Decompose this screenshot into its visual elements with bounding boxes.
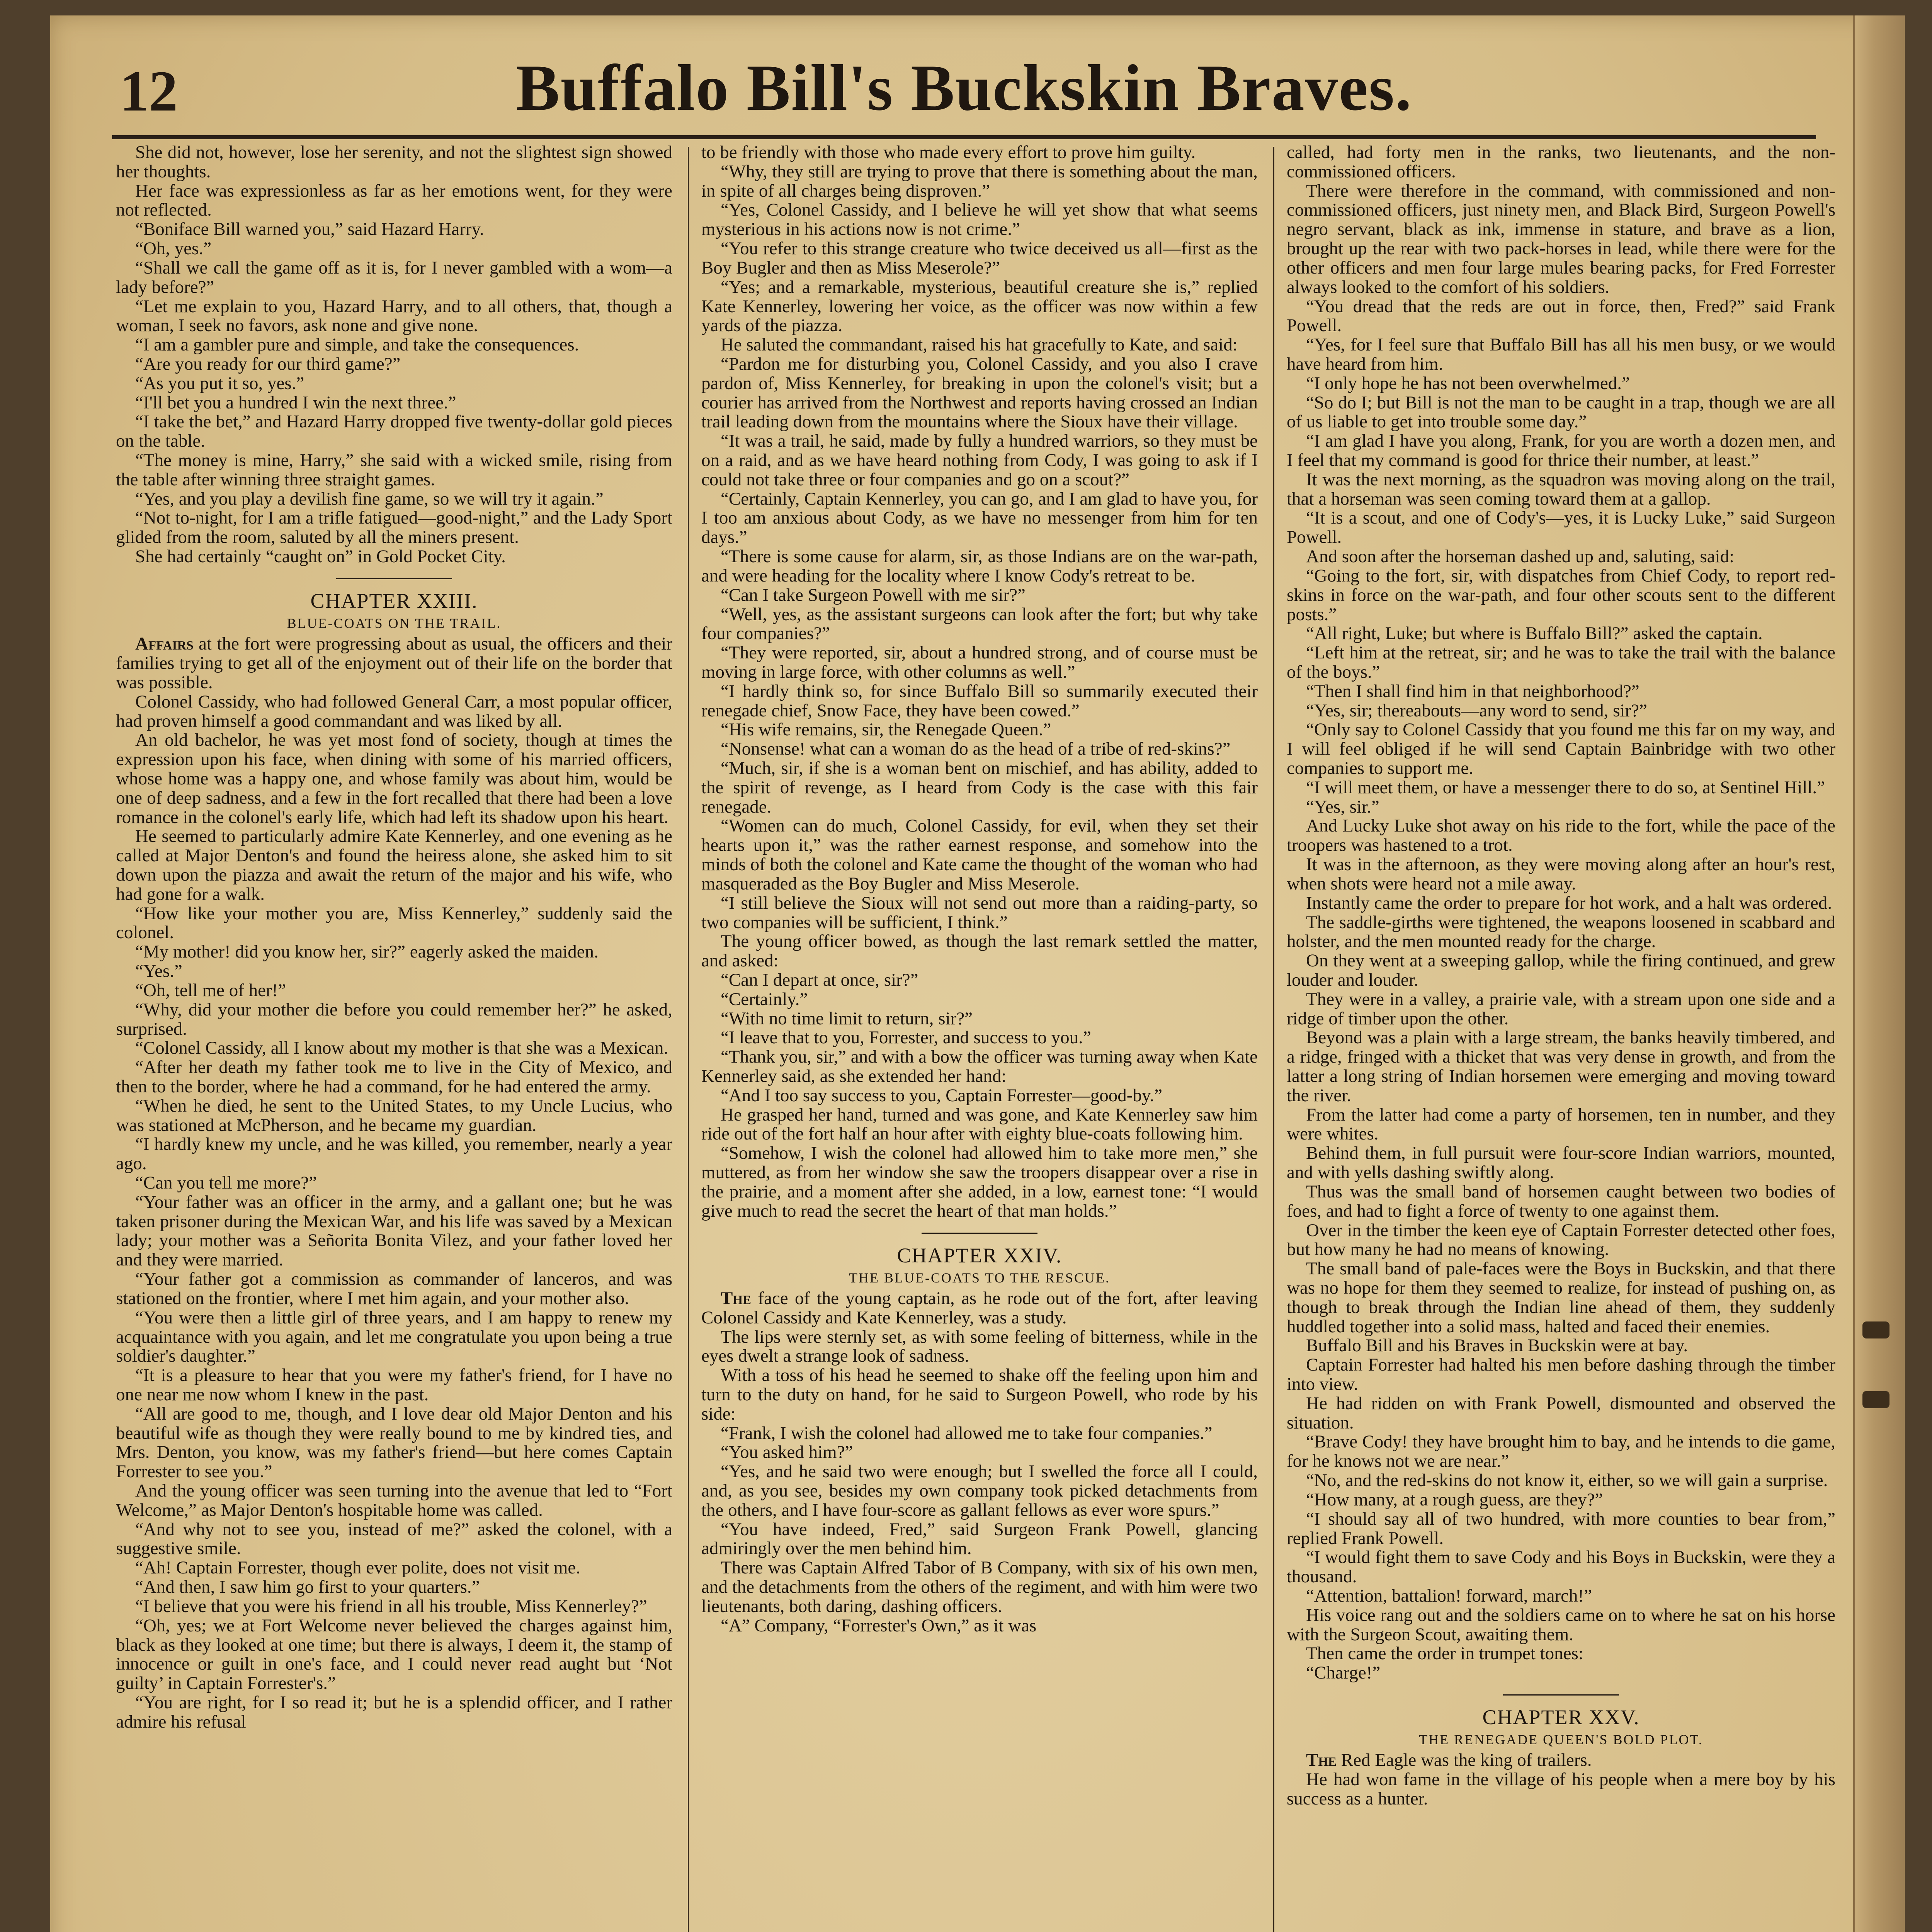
paragraph — [116, 731, 672, 827]
paragraph-text: The lips were sternly set, as with some feeling of bitterness, while in the eyes dwelt a strange look of sadness. — [701, 1327, 1258, 1366]
paragraph — [1287, 720, 1835, 778]
paragraph-text: He seemed to particularly admire Kate Kennerley, and one evening as he called at Major Denton's and found the heiress alone, she asked him to sit down upon the piazza and await the return of the major and his wife, who had gone for a walk. — [116, 826, 672, 904]
paragraph — [116, 1058, 672, 1097]
paragraph — [1287, 335, 1835, 374]
staple — [1862, 1391, 1889, 1408]
page-header — [112, 43, 1816, 139]
paragraph — [1287, 855, 1835, 894]
paragraph — [1287, 778, 1835, 798]
paragraph-lead-word: The — [721, 1288, 752, 1308]
paragraph-text: It was in the afternoon, as they were moving along after an hour's rest, when shots were heard not a mile away. — [1287, 854, 1835, 894]
paragraph — [701, 971, 1258, 990]
paragraph-text: “Colonel Cassidy, all I know about my mother is that she was a Mexican. — [135, 1038, 668, 1058]
paragraph-text: “Oh, tell me of her!” — [135, 980, 286, 1000]
paragraph — [1287, 1028, 1835, 1105]
paragraph — [1287, 1490, 1835, 1510]
paragraph — [701, 162, 1258, 201]
paragraph — [116, 355, 672, 374]
paragraph-text: Captain Forrester had halted his men before dashing through the timber into view. — [1287, 1355, 1835, 1394]
paragraph — [116, 374, 672, 393]
chapter-heading — [116, 578, 672, 631]
paragraph-text: “I will meet them, or have a messenger there to do so, at Sentinel Hill.” — [1306, 777, 1825, 798]
paragraph-text: He had won fame in the village of his people when a mere boy by his success as a hunter. — [1287, 1769, 1835, 1809]
paragraph — [116, 1193, 672, 1270]
paragraph — [116, 220, 672, 239]
paragraph-text: “You dread that the reds are out in force, then, Fred?” said Frank Powell. — [1287, 296, 1835, 336]
paragraph-text: The small band of pale-faces were the Boys in Buckskin, and that there was no hope for them they seemed to realize, for instead of pushing on, as though to break through the Indian line ahead of them, they suddenly huddled together into a solid mass, halted and faced their enemies. — [1287, 1259, 1835, 1337]
paragraph-text: “Yes, and you play a devilish fine game, so we will try it again.” — [135, 488, 604, 509]
paragraph — [116, 412, 672, 451]
paragraph-text: His voice rang out and the soldiers came on to where he sat on his horse with the Surgeon Scout, awaiting them. — [1287, 1605, 1835, 1645]
paragraph — [1287, 374, 1835, 393]
chapter-subtitle: BLUE-COATS ON THE TRAIL. — [287, 616, 502, 631]
paragraph-text: “Can you tell me more?” — [135, 1173, 317, 1193]
chapter-title: CHAPTER XXIII. — [310, 589, 478, 612]
paragraph — [116, 942, 672, 962]
chapter-subtitle: THE BLUE-COATS TO THE RESCUE. — [849, 1270, 1111, 1286]
paragraph — [116, 1173, 672, 1193]
column-rule — [1273, 147, 1274, 1932]
paragraph — [116, 1481, 672, 1520]
paragraph-text: “Yes, and he said two were enough; but I swelled the force all I could, and, as you see, besides my own company took picked detachments from the others, and I have four-score as gallant fellows as ever wore spurs.” — [701, 1461, 1258, 1520]
paragraph — [116, 297, 672, 336]
column-rule — [688, 147, 689, 1932]
paragraph-text: “All are good to me, though, and I love dear old Major Denton and his beautiful wife as though they were really bound to me by kindred ties, and Mrs. Denton, you know, was my father's friend—but here comes Captain Forrester to see you.” — [116, 1403, 672, 1482]
paragraph-text: “Can I take Surgeon Powell with me sir?” — [721, 585, 1026, 605]
paragraph-text: “Pardon me for disturbing you, Colonel Cassidy, and you also I crave pardon of, Miss Kennerley, for breaking in upon the colonel's visit; but a courier has arrived from the Northwest and reports having crossed an Indian trail leading down from the mountains where the Sioux have their village. — [701, 354, 1258, 432]
paragraph-text: “And I too say success to you, Captain Forrester—good-by.” — [721, 1085, 1162, 1105]
paragraph-text: “Let me explain to you, Hazard Harry, and to all others, that, though a woman, I seek no favors, ask none and give none. — [116, 296, 672, 336]
paragraph — [116, 1000, 672, 1039]
chapter-title: CHAPTER XXIV. — [897, 1243, 1062, 1267]
paragraph-text: “When he died, he sent to the United States, to my Uncle Lucius, who was stationed at McPherson, and he became my guardian. — [116, 1095, 672, 1135]
paragraph-text: They were in a valley, a prairie vale, with a stream upon one side and a ridge of timber upon the other. — [1287, 989, 1835, 1029]
paragraph — [1287, 143, 1835, 182]
paragraph — [1287, 1182, 1835, 1221]
paragraph — [1287, 182, 1835, 297]
paragraph — [116, 1270, 672, 1308]
paragraph — [116, 1558, 672, 1578]
paragraph-text: Her face was expressionless as far as her emotions went, for they were not reflected. — [116, 180, 672, 220]
chapter-heading — [701, 1233, 1258, 1285]
paragraph — [701, 932, 1258, 971]
paragraph-text: “Attention, battalion! forward, march!” — [1306, 1585, 1592, 1606]
paragraph-text: to be friendly with those who made every effort to prove him guilty. — [701, 143, 1196, 162]
paragraph — [701, 1086, 1258, 1105]
page-number: 12 — [120, 59, 178, 123]
paragraph — [1287, 1644, 1835, 1663]
paragraph — [116, 259, 672, 297]
paragraph — [701, 1443, 1258, 1462]
paragraph — [1287, 1259, 1835, 1336]
paragraph — [116, 634, 672, 692]
paragraph-text: “Nonsense! what can a woman do as the head of a tribe of red-skins?” — [721, 739, 1231, 759]
paragraph — [116, 904, 672, 943]
chapter-title: CHAPTER XXV. — [1482, 1706, 1640, 1729]
paragraph-text: There were therefore in the command, with commissioned and non-commissioned officers, just ninety men, and Black Bird, Surgeon Powell's negro servant, black as ink, immense in stature, and brave as a lion, brought up the rear with two pack-horses in lead, while there were for the other officers and men four large mules bearing packs, for Fred Forrester always looked to the comfort of his soldiers. — [1287, 180, 1835, 297]
magazine-page — [50, 15, 1905, 1932]
paragraph-text: “It is a scout, and one of Cody's—yes, it is Lucky Luke,” said Surgeon Powell. — [1287, 508, 1835, 548]
paragraph-text: “So do I; but Bill is not the man to be caught in a trap, though we are all of us liable to get into trouble some day.” — [1287, 392, 1835, 432]
paragraph-text: Then came the order in trumpet tones: — [1306, 1643, 1583, 1664]
paragraph-text: “Boniface Bill warned you,” said Hazard Harry. — [135, 219, 484, 240]
paragraph-text: From the latter had come a party of horsemen, ten in number, and they were whites. — [1287, 1104, 1835, 1144]
paragraph-text: “Thank you, sir,” and with a bow the officer was turning away when Kate Kennerley said, as she extended her hand: — [701, 1047, 1258, 1086]
paragraph — [1287, 547, 1835, 566]
paragraph-text: “Are you ready for our third game?” — [135, 354, 401, 374]
paragraph-text: “Going to the fort, sir, with dispatches from Chief Cody, to report red-skins in force on the war-path, and four other scouts sent to the different posts.” — [1287, 565, 1835, 624]
paragraph — [701, 239, 1258, 278]
paragraph — [1287, 470, 1835, 509]
paragraph — [701, 894, 1258, 932]
paragraph-text: “Not to-night, for I am a trifle fatigued—good-night,” and the Lady Sport glided from the room, saluted by all the miners present. — [116, 508, 672, 548]
paragraph — [1287, 1144, 1835, 1182]
paragraph-text: “Certainly.” — [721, 989, 808, 1009]
paragraph — [701, 682, 1258, 721]
paragraph-text: “They were reported, sir, about a hundred strong, and of course must be moving in large force, with other columns as well.” — [701, 643, 1258, 682]
paragraph — [1287, 432, 1835, 470]
paragraph-text: She did not, however, lose her serenity, and not the slightest sign showed her thoughts. — [116, 143, 672, 182]
paragraph — [116, 1405, 672, 1481]
paragraph — [116, 335, 672, 355]
paragraph — [1287, 798, 1835, 817]
paragraph — [701, 1366, 1258, 1423]
paragraph-text: “Left him at the retreat, sir; and he was to take the trail with the balance of the boys.” — [1287, 643, 1835, 682]
paragraph-text: There was Captain Alfred Tabor of B Company, with six of his own men, and the detachments from the others of the regiment, and with him were two lieutenants, both daring, dashing officers. — [701, 1558, 1258, 1616]
paragraph-text: “Brave Cody! they have brought him to bay, and he intends to die game, for he knows not we are near.” — [1287, 1432, 1835, 1471]
paragraph — [1287, 1663, 1835, 1683]
paragraph — [116, 451, 672, 490]
paragraph-text: “Why, did your mother die before you could remember her?” he asked, surprised. — [116, 999, 672, 1039]
paragraph — [1287, 1587, 1835, 1606]
paragraph — [701, 335, 1258, 355]
paragraph — [116, 490, 672, 509]
paragraph-text: “I only hope he has not been overwhelmed.” — [1306, 373, 1630, 393]
paragraph — [116, 143, 672, 182]
paragraph — [701, 643, 1258, 682]
paragraph-lead-word: Affairs — [135, 634, 194, 654]
paragraph-text: “Yes, sir; thereabouts—any word to send, sir?” — [1306, 700, 1647, 721]
paragraph-text: “It is a pleasure to hear that you were my father's friend, for I have no one near me now whom I knew in the past. — [116, 1365, 672, 1405]
paragraph — [116, 1616, 672, 1693]
paragraph-text: “I'll bet you a hundred I win the next three.” — [135, 392, 456, 413]
paragraph — [116, 981, 672, 1000]
paragraph — [1287, 1510, 1835, 1548]
paragraph — [701, 355, 1258, 432]
paragraph — [1287, 951, 1835, 990]
paragraph — [701, 1048, 1258, 1086]
paragraph-text: Red Eagle was the king of trailers. — [1337, 1750, 1592, 1770]
paragraph-text: It was the next morning, as the squadron was moving along on the trail, that a horseman was seen coming toward them at a gallop. — [1287, 469, 1835, 509]
paragraph — [1287, 1336, 1835, 1355]
paragraph — [701, 547, 1258, 586]
paragraph-text: “I hardly think so, for since Buffalo Bill so summarily executed their renegade chief, Snow Face, they have been cowed.” — [701, 681, 1258, 721]
paragraph — [1287, 913, 1835, 952]
paragraph — [116, 1520, 672, 1559]
paragraph-text: “No, and the red-skins do not know it, either, so we will gain a surprise. — [1306, 1470, 1828, 1491]
paragraph-text: “Yes.” — [135, 961, 182, 981]
paragraph — [116, 509, 672, 547]
paragraph-text: “I still believe the Sioux will not send out more than a raiding-party, so two companies will be sufficient, I think.” — [701, 893, 1258, 932]
paragraph-text: “A” Company, “Forrester's Own,” as it was — [721, 1615, 1037, 1636]
chapter-rule — [336, 578, 452, 579]
paragraph — [701, 1105, 1258, 1144]
paragraph-text: “Then I shall find him in that neighborhood?” — [1306, 681, 1639, 701]
chapter-heading — [1287, 1694, 1835, 1747]
paragraph-text: Over in the timber the keen eye of Captain Forrester detected other foes, but how many he had no means of knowing. — [1287, 1220, 1835, 1260]
paragraph-text: An old bachelor, he was yet most fond of society, though at times the expression upon his face, when dining with some of his married officers, whose home was a happy one, and whose family was about him, would be one of deep sadness, and a few in the fort recalled that there had been a love romance in the colonel's early life, which had left its shadow upon his heart. — [116, 730, 672, 827]
paragraph — [116, 1039, 672, 1058]
paragraph — [116, 393, 672, 413]
paragraph — [116, 692, 672, 731]
paragraph-text: Buffalo Bill and his Braves in Buckskin were at bay. — [1306, 1335, 1688, 1356]
paragraph-text: “I am glad I have you along, Frank, for you are worth a dozen men, and I feel that my command is good for thrice their number, at least.” — [1287, 431, 1835, 470]
paragraph — [1287, 1751, 1835, 1770]
paragraph-text: “There is some cause for alarm, sir, as those Indians are on the war-path, and were heading for the locality where I know Cody's retreat to be. — [701, 546, 1258, 586]
chapter-rule — [922, 1233, 1037, 1234]
paragraph-text: “You are right, for I so read it; but he is a splendid officer, and I rather admire his refusal — [116, 1692, 672, 1732]
paragraph — [1287, 682, 1835, 701]
column-2 — [701, 143, 1258, 1932]
paragraph-text: “I hardly knew my uncle, and he was killed, you remember, nearly a year ago. — [116, 1134, 672, 1174]
column-1 — [116, 143, 672, 1932]
paragraph-text: “Much, sir, if she is a woman bent on mischief, and has ability, added to the spirit of revenge, as I heard from Cody is the case with this fair renegade. — [701, 758, 1258, 817]
paragraph — [116, 239, 672, 259]
paragraph-text: face of the young captain, as he rode out of the fort, after leaving Colonel Cassidy and Kate Kennerley, was a study. — [701, 1288, 1258, 1328]
paragraph-text: “Ah! Captain Forrester, though ever polite, does not visit me. — [135, 1558, 580, 1578]
chapter-subtitle: THE RENEGADE QUEEN'S BOLD PLOT. — [1419, 1732, 1703, 1748]
paragraph-text: “I leave that to you, Forrester, and success to you.” — [721, 1027, 1091, 1048]
paragraph-text: “I believe that you were his friend in all his trouble, Miss Kennerley?” — [135, 1596, 647, 1616]
paragraph-text: She had certainly “caught on” in Gold Pocket City. — [135, 546, 506, 567]
column-3 — [1287, 143, 1835, 1932]
paragraph-text: “Can I depart at once, sir?” — [721, 969, 918, 990]
paragraph — [1287, 624, 1835, 643]
paragraph — [1287, 990, 1835, 1029]
paragraph-text: “His wife remains, sir, the Renegade Queen.” — [721, 719, 1051, 740]
paragraph-text: “My mother! did you know her, sir?” eagerly asked the maiden. — [135, 942, 599, 962]
paragraph-text: “How like your mother you are, Miss Kennerley,” suddenly said the colonel. — [116, 903, 672, 943]
paragraph-text: “Certainly, Captain Kennerley, you can go, and I am glad to have you, for I too am anxious about Cody, as we have no messenger from him for ten days.” — [701, 488, 1258, 548]
paragraph — [1287, 1770, 1835, 1809]
paragraph-text: “And why not to see you, instead of me?” asked the colonel, with a suggestive smile. — [116, 1519, 672, 1559]
paragraph-text: “Yes; and a remarkable, mysterious, beautiful creature she is,” replied Kate Kennerley, lowering her voice, as the officer was now within a few yards of the piazza. — [701, 277, 1258, 336]
paragraph-text: He had ridden on with Frank Powell, dismounted and observed the situation. — [1287, 1393, 1835, 1433]
paragraph — [701, 1028, 1258, 1048]
paragraph — [701, 1328, 1258, 1366]
paragraph-text: On they went at a sweeping gallop, while the firing continued, and grew louder and louder. — [1287, 951, 1835, 990]
paragraph — [116, 547, 672, 566]
paragraph-text: “Yes, for I feel sure that Buffalo Bill has all his men busy, or we would have heard from him. — [1287, 335, 1835, 374]
paragraph-text: “Well, yes, as the assistant surgeons can look after the fort; but why take four companies?” — [701, 604, 1258, 644]
paragraph-text: The saddle-girths were tightened, the weapons loosened in scabbard and holster, and the men mounted ready for the charge. — [1287, 912, 1835, 952]
paragraph-text: The young officer bowed, as though the last remark settled the matter, and asked: — [701, 931, 1258, 971]
paragraph — [1287, 1432, 1835, 1471]
paragraph-text: “After her death my father took me to live in the City of Mexico, and then to the border, where he had a command, for he had entered the army. — [116, 1057, 672, 1097]
paragraph — [116, 182, 672, 220]
paragraph — [1287, 509, 1835, 547]
paragraph-text: “It was a trail, he said, made by fully a hundred warriors, so they must be on a raid, and as we have heard nothing from Cody, I was going to ask if I could not take three or four companies and go on a scout?” — [701, 431, 1258, 490]
paragraph-text: “As you put it so, yes.” — [135, 373, 304, 393]
chapter-rule — [1503, 1694, 1619, 1696]
paragraph-text: “Charge!” — [1306, 1663, 1381, 1683]
paragraph — [1287, 1548, 1835, 1587]
paragraph-text: called, had forty men in the ranks, two lieutenants, and the non-commissioned officers. — [1287, 143, 1835, 182]
paragraph-text: “You were then a little girl of three years, and I am happy to renew my acquaintance with you again, and let me congratulate you upon being a true soldier's daughter.” — [116, 1307, 672, 1366]
paragraph — [701, 720, 1258, 740]
paragraph-lead-word: The — [1306, 1750, 1337, 1770]
paragraph-text: “I would fight them to save Cody and his Boys in Buckskin, were they a thousand. — [1287, 1547, 1835, 1587]
paragraph — [116, 1578, 672, 1597]
paragraph — [701, 586, 1258, 605]
paragraph-text: With a toss of his head he seemed to shake off the feeling upon him and turn to the duty on hand, for he said to Surgeon Powell, who rode by his side: — [701, 1365, 1258, 1424]
paragraph — [1287, 1105, 1835, 1144]
paragraph-text: “I take the bet,” and Hazard Harry dropped five twenty-dollar gold pieces on the table. — [116, 412, 672, 451]
paragraph — [116, 1366, 672, 1405]
paragraph — [701, 201, 1258, 239]
paragraph — [701, 1558, 1258, 1616]
paragraph-text: He grasped her hand, turned and was gone, and Kate Kennerley saw him ride out of the fort half an hour after with eighty blue-coats following him. — [701, 1104, 1258, 1144]
text-columns — [116, 143, 1835, 1932]
paragraph — [701, 605, 1258, 644]
paragraph-text: “Frank, I wish the colonel had allowed me to take four companies.” — [721, 1423, 1213, 1443]
paragraph-text: “You have indeed, Fred,” said Surgeon Frank Powell, glancing admiringly over the men behind him. — [701, 1519, 1258, 1559]
paragraph — [701, 990, 1258, 1009]
paragraph — [1287, 566, 1835, 624]
paragraph — [701, 740, 1258, 759]
paragraph — [116, 1597, 672, 1616]
paragraph-text: And the young officer was seen turning into the avenue that led to “Fort Welcome,” as Major Denton's hospitable home was called. — [116, 1481, 672, 1520]
paragraph — [701, 1616, 1258, 1636]
paragraph-text: “Somehow, I wish the colonel had allowed him to take more men,” she muttered, as from her window she saw the troopers disappear over a rise in the prairie, and a moment after she added, in a low, earnest tone: “I would give much to read the secret the heart of that man holds.” — [701, 1143, 1258, 1221]
paragraph-text: “Your father was an officer in the army, and a gallant one; but he was taken prisoner during the Mexican War, and his life was saved by a Mexican lady; your mother was a Señorita Bonita Vilez, and your father loved her and they were married. — [116, 1192, 672, 1270]
paragraph-text: And Lucky Luke shot away on his ride to the fort, while the pace of the troopers was hastened to a trot. — [1287, 816, 1835, 855]
paragraph — [1287, 297, 1835, 336]
paragraph — [1287, 643, 1835, 682]
paragraph-text: And soon after the horseman dashed up and, saluting, said: — [1306, 546, 1735, 567]
paragraph-text: “All right, Luke; but where is Buffalo Bill?” asked the captain. — [1306, 623, 1763, 644]
paragraph — [1287, 1355, 1835, 1394]
paragraph-text: “Oh, yes; we at Fort Welcome never believed the charges against him, black as they looked at one time; but there is always, I deem it, the stamp of innocence or guilt in one's face, and I could never read aught but ‘Not guilty’ in Captain Forrester's.” — [116, 1615, 672, 1694]
paragraph-text: “Yes, sir.” — [1306, 796, 1379, 817]
paragraph — [701, 1520, 1258, 1559]
paragraph — [116, 827, 672, 904]
paragraph-text: “Oh, yes.” — [135, 238, 212, 259]
paragraph-text: “With no time limit to return, sir?” — [721, 1008, 973, 1029]
paragraph-text: “The money is mine, Harry,” she said with a wicked smile, rising from the table after winning three straight games. — [116, 450, 672, 490]
paragraph — [116, 962, 672, 981]
paragraph — [701, 1424, 1258, 1443]
paragraph-text: Beyond was a plain with a large stream, the banks heavily timbered, and a ridge, fringed with a thicket that was very dense in growth, and from the latter a long string of Indian horsemen were emerging and moving toward the river. — [1287, 1027, 1835, 1105]
paragraph — [701, 759, 1258, 816]
paragraph-text: Instantly came the order to prepare for hot work, and a halt was ordered. — [1306, 893, 1832, 913]
paragraph-text: “Yes, Colonel Cassidy, and I believe he will yet show that what seems mysterious in his actions now is not crime.” — [701, 200, 1258, 240]
paragraph — [701, 1462, 1258, 1520]
staple — [1862, 1321, 1889, 1338]
paragraph — [1287, 1471, 1835, 1490]
paragraph — [701, 1144, 1258, 1221]
paragraph-text: “Women can do much, Colonel Cassidy, for evil, when they set their hearts upon it,” was the rather earnest response, and somehow into the minds of both the colonel and Kate came the thought of the woman who had masqueraded as the Boy Bugler and Miss Meserole. — [701, 816, 1258, 894]
paragraph-text: “And then, I saw him go first to your quarters.” — [135, 1577, 480, 1597]
paragraph-text: at the fort were progressing about as usual, the officers and their families trying to get all of the enjoyment out of their life on the border that was possible. — [116, 634, 672, 692]
paragraph — [1287, 701, 1835, 721]
paragraph — [1287, 1394, 1835, 1433]
paragraph — [116, 1308, 672, 1366]
paragraph — [701, 1289, 1258, 1328]
paragraph — [701, 143, 1258, 162]
paragraph — [701, 1009, 1258, 1029]
paragraph — [1287, 894, 1835, 913]
page-title: Buffalo Bill's Buckskin Braves. — [516, 51, 1412, 124]
paragraph — [1287, 393, 1835, 432]
paragraph-text: Colonel Cassidy, who had followed General Carr, a most popular officer, had proven himself a good commandant and was liked by all. — [116, 691, 672, 731]
paragraph — [701, 432, 1258, 489]
paragraph-text: “Your father got a commission as commander of lanceros, and was stationed on the frontier, where I met him again, and your mother also. — [116, 1269, 672, 1308]
paragraph — [1287, 1221, 1835, 1260]
paragraph-text: “Why, they still are trying to prove that there is something about the man, in spite of all charges being disproven.” — [701, 161, 1258, 201]
paragraph-text: “How many, at a rough guess, are they?” — [1306, 1489, 1603, 1510]
paragraph — [1287, 1606, 1835, 1645]
paragraph-text: He saluted the commandant, raised his hat gracefully to Kate, and said: — [721, 335, 1238, 355]
paragraph-text: “You asked him?” — [721, 1442, 853, 1463]
paragraph — [701, 816, 1258, 893]
paragraph — [701, 278, 1258, 335]
paragraph-text: “Shall we call the game off as it is, for I never gambled with a wom—a lady before?” — [116, 257, 672, 297]
page-spine — [1853, 15, 1905, 1932]
paragraph-text: Thus was the small band of horsemen caught between two bodies of foes, and had to fight a force of twenty to one against them. — [1287, 1181, 1835, 1221]
paragraph-text: Behind them, in full pursuit were four-score Indian warriors, mounted, and with yells dashing swiftly along. — [1287, 1143, 1835, 1183]
paragraph — [116, 1135, 672, 1173]
paragraph-text: “I am a gambler pure and simple, and take the consequences. — [135, 335, 579, 355]
paragraph — [701, 490, 1258, 547]
paragraph — [116, 1693, 672, 1732]
paragraph-text: “Only say to Colonel Cassidy that you found me this far on my way, and I will feel obliged if he will send Captain Bainbridge with two other companies to support me. — [1287, 719, 1835, 778]
paragraph-text: “You refer to this strange creature who twice deceived us all—first as the Boy Bugler and then as Miss Meserole?” — [701, 238, 1258, 278]
paragraph-text: “I should say all of two hundred, with more counties to bear from,” replied Frank Powell. — [1287, 1509, 1835, 1548]
paragraph — [116, 1097, 672, 1135]
paragraph — [1287, 816, 1835, 855]
